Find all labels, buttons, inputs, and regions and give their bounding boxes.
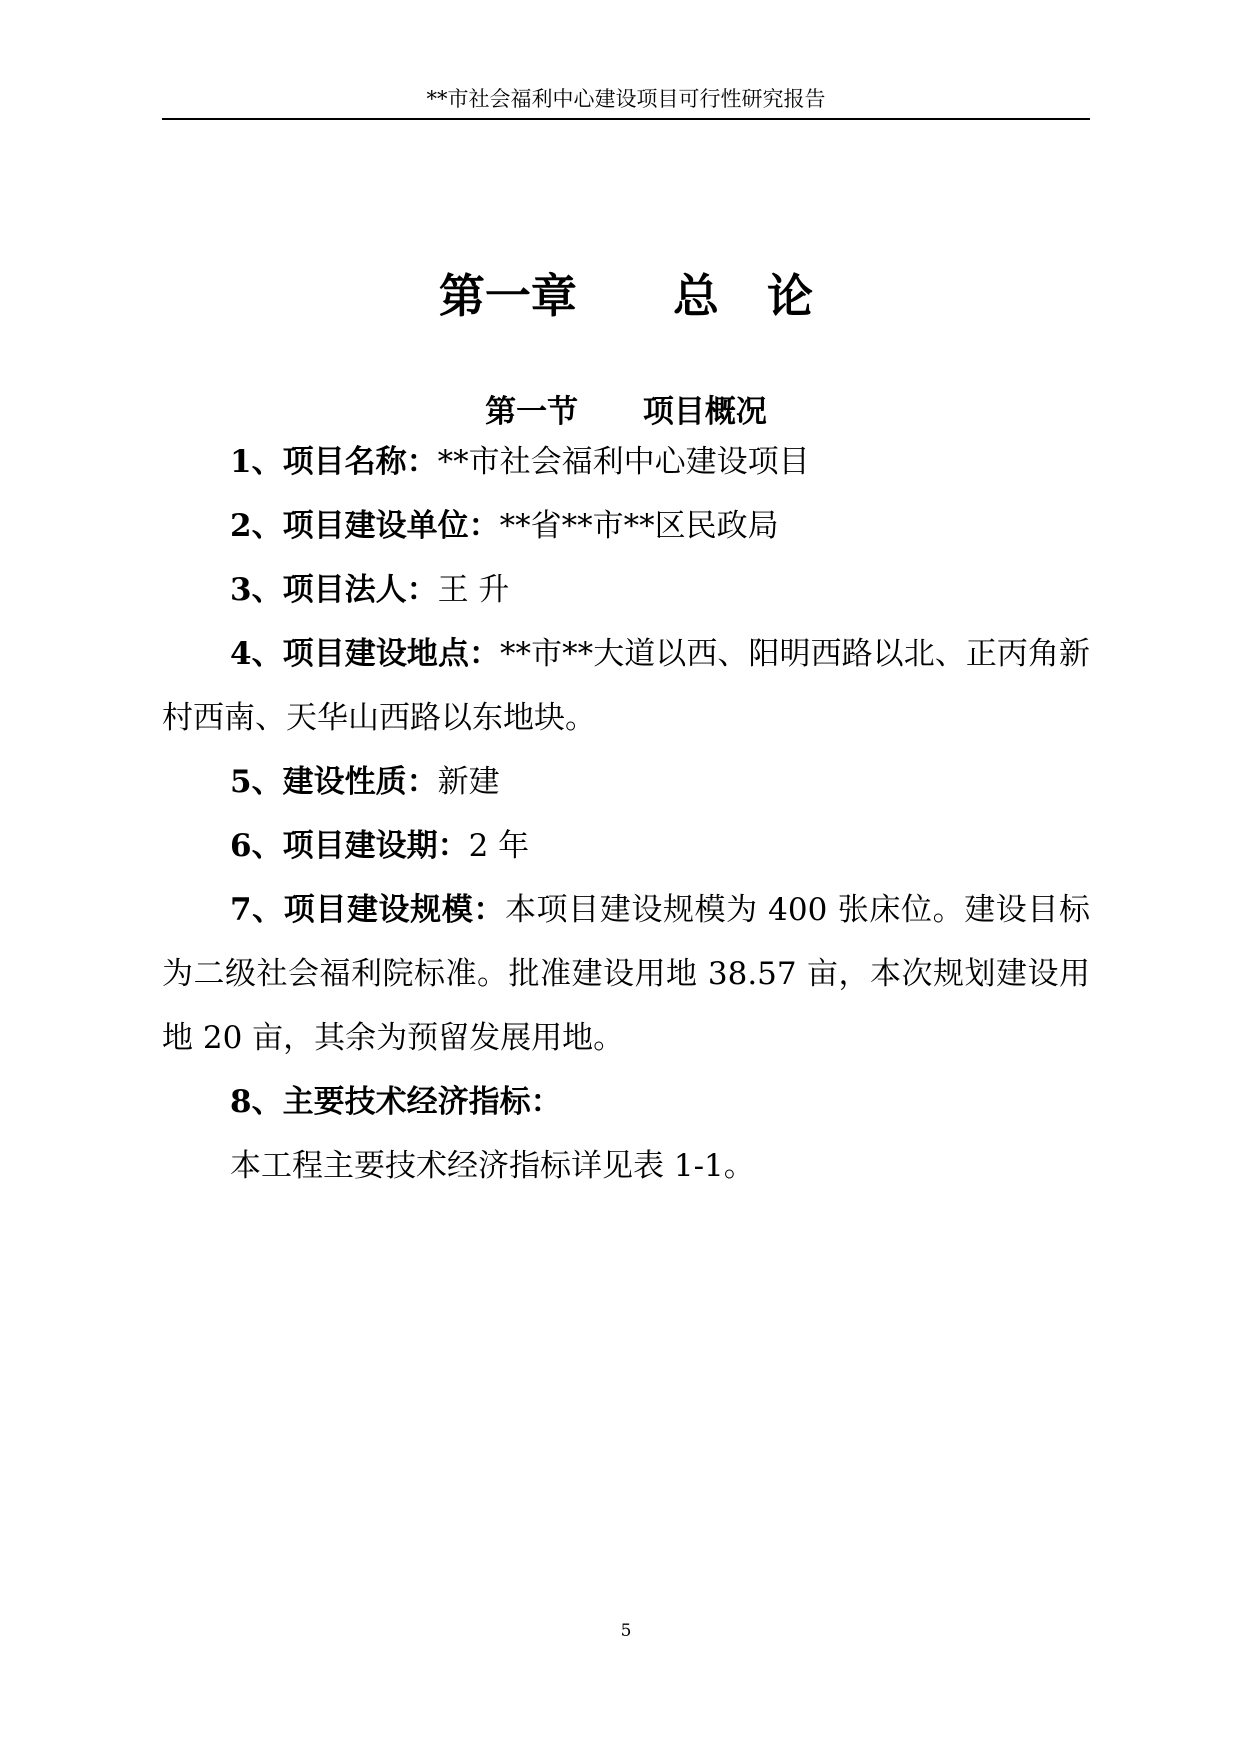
item-label: 4、项目建设地点： (230, 636, 501, 672)
paragraph-legal-person (162, 558, 1090, 622)
paragraph-technical-indicators (162, 1070, 1090, 1134)
item-value: 本项目建设规模为 400 张床位。建设目标为二级社会福利院标准。批准建设用地 38.57 亩，本次规划建设用地 20 亩，其余为预留发展用地。 (162, 892, 1090, 1056)
item-label: 3、项目法人： (230, 572, 438, 608)
chapter-title: 第一章 总 论 (438, 269, 814, 323)
paragraph-table-reference: 本工程主要技术经济指标详见表 1-1。 (230, 1148, 755, 1184)
item-value: **省**市**区民政局 (499, 508, 779, 544)
item-value: **市**大道以西、阳明西路以北、正丙角新村西南、天华山西路以东地块。 (162, 636, 1090, 736)
paragraph-construction-scale (162, 878, 1090, 1070)
paragraph-project-name (162, 430, 1090, 494)
paragraph-construction-nature (162, 750, 1090, 814)
item-label: 6、项目建设期： (230, 828, 469, 864)
item-label: 8、主要技术经济指标： (230, 1084, 562, 1120)
body-text (162, 430, 1090, 1198)
page-header: **市社会福利中心建设项目可行性研究报告 (426, 87, 826, 111)
item-value: 新建 (437, 764, 500, 800)
paragraph-construction-period (162, 814, 1090, 878)
header-divider (162, 118, 1090, 120)
section-title: 第一节 项目概况 (485, 394, 767, 430)
paragraph-site-location (162, 622, 1090, 750)
item-value: 2 年 (468, 828, 530, 864)
item-value: **市社会福利中心建设项目 (437, 444, 810, 480)
item-label: 1、项目名称： (230, 444, 438, 480)
item-label: 5、建设性质： (230, 764, 438, 800)
item-label: 7、项目建设规模： (230, 892, 505, 928)
paragraph-construction-unit (162, 494, 1090, 558)
item-value: 王 升 (437, 572, 510, 608)
item-label: 2、项目建设单位： (230, 508, 500, 544)
page-number: 5 (620, 1621, 632, 1641)
